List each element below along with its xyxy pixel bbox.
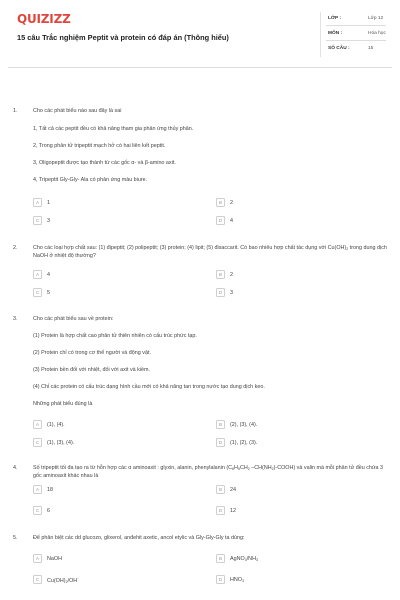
subscript: 2 <box>271 467 274 471</box>
option-text: 4 <box>230 217 233 224</box>
option-a[interactable] <box>33 553 62 564</box>
option-text: 2 <box>230 199 233 206</box>
option-a[interactable] <box>33 419 65 430</box>
option-a[interactable] <box>33 269 50 280</box>
question-stem: Để phân biệt các dd glucozo, glixerol, anđehit axetic, ancol etylic và Gly-Gly-Gly ta dùng: <box>33 535 245 541</box>
option-letter: D <box>216 506 225 515</box>
option-d[interactable] <box>216 215 233 226</box>
option-text: 6 <box>47 507 50 514</box>
question-stem: Cho các phát biểu sau về protein: <box>33 316 114 322</box>
subscript: 2 <box>247 467 250 471</box>
formula-text: /OH <box>67 577 78 584</box>
option-a[interactable] <box>33 197 50 208</box>
option-letter: C <box>33 506 42 515</box>
question-number: 1. <box>13 108 18 114</box>
formula-text: Cu(OH) <box>47 577 66 584</box>
option-text: (1), (2), (3). <box>230 439 258 446</box>
option-c[interactable] <box>33 215 50 226</box>
statement-line: (2) Protein chỉ có trong cơ thể người và động vật. <box>33 350 151 356</box>
option-letter: C <box>33 216 42 225</box>
quizizz-logo: QUIZIZZ <box>17 12 71 26</box>
stem-text: trong dung dịch NaOH ở nhiệt độ thường? <box>33 245 387 260</box>
divider <box>326 40 386 41</box>
option-letter: C <box>33 288 42 297</box>
question-stem <box>33 244 388 261</box>
option-text: NaOH <box>47 555 62 562</box>
formula-text: AgNO <box>230 555 245 562</box>
option-letter: B <box>216 554 225 563</box>
option-letter: B <box>216 485 225 494</box>
option-text: (2), (3), (4). <box>230 421 258 428</box>
subscript: 5 <box>237 467 240 471</box>
stem-text: )-COOH) và valin mà mỗi phân tử đều chứa 3 gốc aminoaxit khác nhau là <box>33 465 384 480</box>
option-text <box>230 556 258 562</box>
statement-line: (3) Protein bền đối với nhiệt, đối với axit và kiềm. <box>33 367 151 373</box>
meta-label: SỐ CÂU : <box>328 46 350 51</box>
option-letter: B <box>216 270 225 279</box>
option-c[interactable] <box>33 574 78 585</box>
option-letter: D <box>216 575 225 584</box>
option-c[interactable] <box>33 437 74 448</box>
option-b[interactable] <box>216 197 233 208</box>
option-text: (1), (4). <box>47 421 65 428</box>
option-letter: A <box>33 420 42 429</box>
option-letter: C <box>33 575 42 584</box>
meta-value: Hóa học <box>368 31 386 36</box>
option-text: 3 <box>47 217 50 224</box>
subscript: 3 <box>255 557 258 562</box>
subscript: 6 <box>232 467 235 471</box>
statement-line: (1) Protein là hợp chất cao phân tử thiên nhiên có cấu trúc phức tạp. <box>33 333 197 339</box>
meta-label: MÔN : <box>328 31 343 36</box>
question-number: 3. <box>13 316 18 322</box>
formula-text: /NH <box>246 555 256 562</box>
option-text: 12 <box>230 507 236 514</box>
statement-line: 4, Tripeptit Gly-Gly- Ala có phản ứng màu biure. <box>33 177 148 183</box>
subscript: 2 <box>65 579 68 584</box>
statement-line: Những phát biểu đúng là <box>33 401 93 407</box>
stem-text: H <box>234 465 238 471</box>
option-letter: D <box>216 216 225 225</box>
option-d[interactable] <box>216 287 233 298</box>
option-letter: D <box>216 438 225 447</box>
stem-text: Số tripeptit tối đa tạo ra từ hỗn hợp các α aminoaxit : glyxin, alanin, phenylalanin (C <box>33 465 233 471</box>
option-d[interactable] <box>216 574 244 585</box>
option-d[interactable] <box>216 505 236 516</box>
stem-text: Cho các loại hợp chất sau: (1) đipeptit; (2) polipeptit; (3) protein; (4) lipit; (5) đisaccarit. Có bao nhiêu hợp chất tác dụng với Cu(OH) <box>33 245 347 251</box>
option-d[interactable] <box>216 437 257 448</box>
header-divider <box>8 67 392 68</box>
option-text: 1 <box>47 199 50 206</box>
option-letter: C <box>33 438 42 447</box>
option-text: (1), (3), (4). <box>47 439 75 446</box>
meta-value: Lớp 12 <box>368 16 384 21</box>
page-title: 15 câu Trắc nghiệm Peptit và protein có đáp án (Thông hiểu) <box>17 33 229 42</box>
meta-info-box <box>320 12 391 57</box>
option-a[interactable] <box>33 484 53 495</box>
option-letter: A <box>33 198 42 207</box>
option-b[interactable] <box>216 553 258 564</box>
statement-line: 3, Oligopeptit được tạo thành từ các gốc α- và β-amino axit. <box>33 160 176 166</box>
option-letter: A <box>33 554 42 563</box>
meta-label: LỚP : <box>328 16 342 21</box>
option-b[interactable] <box>216 269 233 280</box>
subscript: 3 <box>244 557 247 562</box>
stem-text: CH <box>239 465 248 471</box>
option-text <box>47 576 78 584</box>
question-stem: Cho các phát biểu nào sau đây là sai <box>33 108 122 114</box>
option-text: 2 <box>230 271 233 278</box>
subscript: 2 <box>346 247 349 251</box>
question-number: 5. <box>13 535 18 541</box>
question-number: 2. <box>13 245 18 251</box>
statement-line: 2, Trong phân tử tripeptit mạch hở có hai liên kết peptit. <box>33 143 166 149</box>
worksheet-header <box>0 0 400 66</box>
option-text: 4 <box>47 271 50 278</box>
option-b[interactable] <box>216 419 257 430</box>
option-text: 3 <box>230 289 233 296</box>
option-letter: B <box>216 420 225 429</box>
statement-line: (4) Chỉ các protein có cấu trúc dạng hình cầu mới có khả năng tan trong nước tạo dung dịch keo. <box>33 384 265 390</box>
option-letter: A <box>33 485 42 494</box>
statement-line: 1, Tất cả các peptit đều có khả năng tham gia phản ứng thủy phân. <box>33 126 194 132</box>
option-letter: D <box>216 288 225 297</box>
formula-text: HNO <box>230 576 242 583</box>
divider <box>326 25 386 26</box>
subscript: 3 <box>241 578 244 583</box>
option-text: 5 <box>47 289 50 296</box>
question-number: 4. <box>13 465 18 471</box>
option-text: 18 <box>47 486 53 493</box>
option-letter: A <box>33 270 42 279</box>
stem-text: –CH(NH <box>249 465 272 471</box>
option-b[interactable] <box>216 484 236 495</box>
question-stem <box>33 464 388 481</box>
superscript: - <box>77 575 79 580</box>
option-letter: B <box>216 198 225 207</box>
option-text: 24 <box>230 486 236 493</box>
option-c[interactable] <box>33 505 50 516</box>
meta-value: 15 <box>368 46 374 51</box>
option-c[interactable] <box>33 287 50 298</box>
option-text <box>230 577 244 583</box>
